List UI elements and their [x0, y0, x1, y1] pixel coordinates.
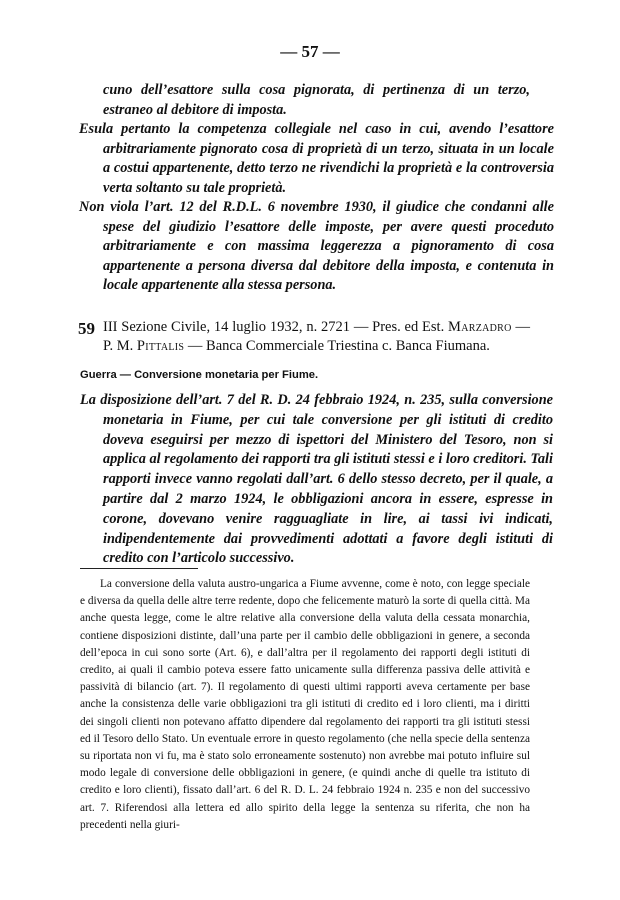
subject-heading: Guerra — Conversione monetaria per Fiume. [80, 369, 319, 381]
case-president: Marzadro [448, 319, 512, 335]
case-court: III Sezione Civile, 14 luglio 1932, n. 2721 — Pres. ed Est. [103, 319, 445, 335]
main-maxim: La disposizione dell’art. 7 del R. D. 24 febbraio 1924, n. 235, sulla conversione monetaria in Fiume, per cui tale conversione per gli istituti di credito doveva eseguirsi per mezzo di ispettori del Ministero del Tesoro, non si applica al regolamento dei rapporti tra gli istituti stessi e i loro creditori. Tali rapporti invece vanno regolati dall’art. 6 dello stesso decreto, per il quale, a partire dal 2 marzo 1924, le obbligazioni ancora in essere, espresse in corone, dovevano venire ragguagliate in lire, ai tassi ivi indicati, indipendentemente dai provvedimenti adottati a favore degli istituti di credito con l’articolo successivo. [80, 392, 553, 567]
case-separator: — P. M. [103, 319, 531, 354]
footnote-rule [80, 568, 198, 569]
maxim-spese: Non viola l’art. 12 del R.D.L. 6 novembre 1930, il giudice che condanni alle spese del giudizio l’esattore delle imposte, per avere questi proceduto arbitrariamente e con massima leggerezza a pignoramento di cosa appartenente a persona diversa dal debitore della imposta, e contenuta in locale appartenente alla stessa persona. [79, 199, 554, 293]
intro-paragraph: cuno dell’esattore sulla cosa pignorata, di pertinenza di un terzo, estraneo al debitore di imposta. [103, 82, 530, 118]
case-number: 59 [78, 319, 95, 338]
case-parties: — Banca Commerciale Triestina c. Banca Fiumana. [184, 337, 490, 354]
page-number: — 57 — [280, 42, 340, 61]
case-header [103, 318, 530, 355]
footnote-text: La conversione della valuta austro-ungarica a Fiume avvenne, come è noto, con legge speciale e diversa da quella delle altre terre redente, dopo che felicemente maturò la sorte di quella città. Ma anche questa legge, come le altre relative alla conversione della valuta della cessata monarchia, contiene disposizioni distinte, dall’una parte per il cambio delle obbligazioni in genere, a seconda dell’epoca in cui sono sorte (Art. 6), e dall’altra per il regolamento dei rapporti degli istituti di credito, ai quali il cambio poteva essere fatto unicamente sulla differenza passiva delle attività e passività di bilancio (art. 7). Il regolamento di questi ultimi rapporti aveva certamente per base anche la consistenza delle varie obbligazioni tra gli istituti di credito ed i loro clienti, ma i diritti dei singoli clienti non potevano affatto dipendere dal regolamento dei rapporti tra gli istituti stessi ed il Tesoro dello Stato. Un eventuale errore in questo regolamento (che nella specie della sentenza su riportata non vi fu, ma è stato solo erroneamente sostenuto) non avrebbe mai potuto influire sul modo legale di conversione delle obbligazioni in genere, (e quindi anche di quelle tra istituto di credito e loro clienti), fissato dall’art. 6 del R. D. L. 24 febbraio 1924 n. 235 e non del successivo art. 7. Riferendosi alla lettera ed allo spirito della legge la sentenza su riferita, che non ha precedenti nella giuri- [80, 578, 530, 831]
case-pm: Pittalis [136, 337, 185, 354]
maxim-competenza: Esula pertanto la competenza collegiale nel caso in cui, avendo l’esattore arbitrariamente pignorato cosa di proprietà di un terzo, situata in un locale a costui appartenente, detto terzo ne rivendichi la proprietà e la controversia verta soltanto su tale proprietà. [79, 121, 554, 196]
